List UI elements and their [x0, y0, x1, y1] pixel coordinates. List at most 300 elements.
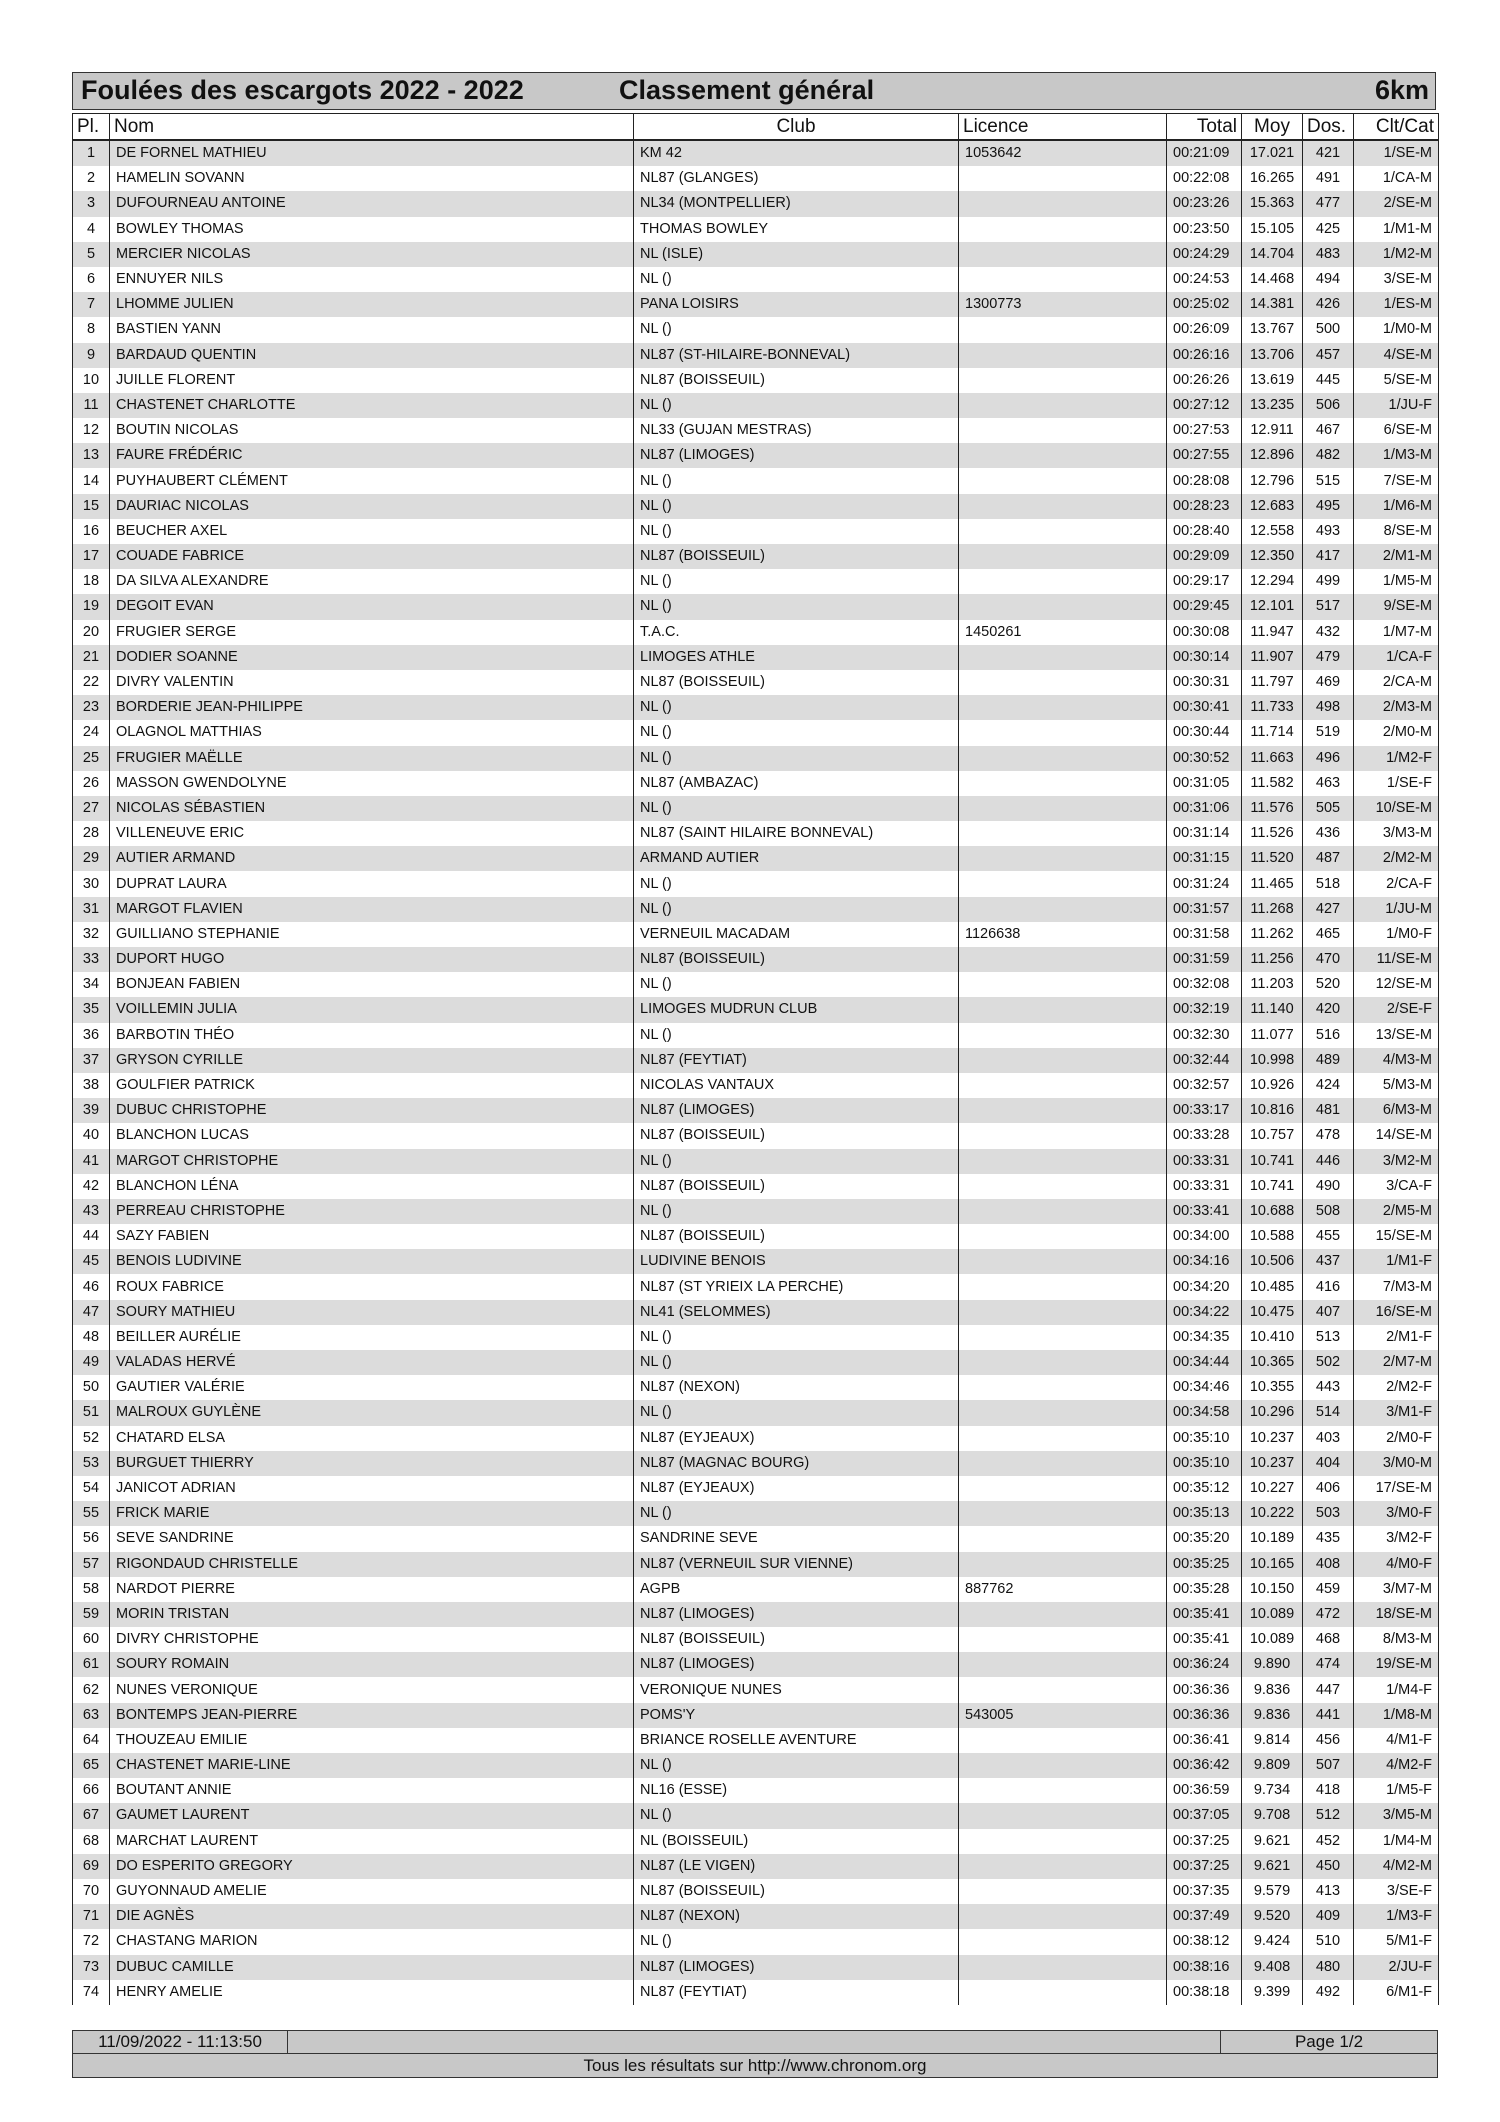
cell-moy: 9.836 — [1242, 1703, 1303, 1728]
cell-club: NL87 (LIMOGES) — [634, 1602, 959, 1627]
cell-dossard: 510 — [1303, 1929, 1354, 1954]
table-row — [73, 594, 1439, 619]
cell-dossard: 408 — [1303, 1552, 1354, 1577]
cell-licence — [959, 1476, 1167, 1501]
cell-dossard: 491 — [1303, 166, 1354, 191]
cell-dossard: 425 — [1303, 217, 1354, 242]
table-row — [73, 393, 1439, 418]
table-row — [73, 1174, 1439, 1199]
cell-total: 00:31:15 — [1167, 846, 1242, 871]
cell-licence — [959, 569, 1167, 594]
cell-name: DUPRAT LAURA — [110, 871, 634, 896]
cell-club: NL87 (BOISSEUIL) — [634, 544, 959, 569]
cell-place: 60 — [73, 1627, 110, 1652]
table-row — [73, 670, 1439, 695]
cell-clt-cat: 11/SE-M — [1354, 947, 1439, 972]
cell-clt-cat: 13/SE-M — [1354, 1023, 1439, 1048]
cell-dossard: 426 — [1303, 292, 1354, 317]
cell-licence — [959, 1249, 1167, 1274]
cell-dossard: 424 — [1303, 1073, 1354, 1098]
cell-club: NL () — [634, 317, 959, 342]
cell-clt-cat: 1/M1-F — [1354, 1249, 1439, 1274]
cell-licence — [959, 871, 1167, 896]
table-row — [73, 1879, 1439, 1904]
cell-moy: 12.911 — [1242, 418, 1303, 443]
cell-place: 66 — [73, 1778, 110, 1803]
cell-dossard: 508 — [1303, 1199, 1354, 1224]
cell-place: 13 — [73, 443, 110, 468]
cell-licence — [959, 997, 1167, 1022]
cell-licence — [959, 1929, 1167, 1954]
cell-moy: 11.077 — [1242, 1023, 1303, 1048]
cell-licence — [959, 1753, 1167, 1778]
cell-clt-cat: 6/M3-M — [1354, 1098, 1439, 1123]
cell-dossard: 437 — [1303, 1249, 1354, 1274]
cell-moy: 12.896 — [1242, 443, 1303, 468]
cell-place: 51 — [73, 1400, 110, 1425]
cell-club: NL () — [634, 1325, 959, 1350]
cell-total: 00:30:52 — [1167, 746, 1242, 771]
cell-place: 53 — [73, 1451, 110, 1476]
cell-dossard: 477 — [1303, 191, 1354, 216]
cell-moy: 11.576 — [1242, 796, 1303, 821]
cell-moy: 10.741 — [1242, 1149, 1303, 1174]
cell-name: FAURE FRÉDÉRIC — [110, 443, 634, 468]
cell-club: NL () — [634, 1929, 959, 1954]
cell-place: 49 — [73, 1350, 110, 1375]
cell-dossard: 481 — [1303, 1098, 1354, 1123]
cell-total: 00:28:08 — [1167, 468, 1242, 493]
col-club: Club — [634, 114, 959, 141]
table-row — [73, 1602, 1439, 1627]
cell-dossard: 520 — [1303, 972, 1354, 997]
table-row — [73, 343, 1439, 368]
cell-total: 00:35:10 — [1167, 1426, 1242, 1451]
cell-clt-cat: 5/M1-F — [1354, 1929, 1439, 1954]
cell-moy: 11.714 — [1242, 720, 1303, 745]
table-row — [73, 1123, 1439, 1148]
table-row — [73, 972, 1439, 997]
results-link[interactable]: Tous les résultats sur http://www.chronom.org — [72, 2054, 1438, 2078]
cell-dossard: 483 — [1303, 242, 1354, 267]
cell-place: 28 — [73, 821, 110, 846]
cell-total: 00:31:58 — [1167, 922, 1242, 947]
cell-name: DUPORT HUGO — [110, 947, 634, 972]
cell-dossard: 496 — [1303, 746, 1354, 771]
cell-name: NICOLAS SÉBASTIEN — [110, 796, 634, 821]
cell-place: 26 — [73, 771, 110, 796]
cell-clt-cat: 1/M2-F — [1354, 746, 1439, 771]
cell-name: FRUGIER MAËLLE — [110, 746, 634, 771]
cell-total: 00:38:16 — [1167, 1955, 1242, 1980]
cell-total: 00:36:41 — [1167, 1728, 1242, 1753]
cell-name: MARGOT CHRISTOPHE — [110, 1149, 634, 1174]
cell-total: 00:38:12 — [1167, 1929, 1242, 1954]
cell-clt-cat: 3/SE-F — [1354, 1879, 1439, 1904]
cell-dossard: 406 — [1303, 1476, 1354, 1501]
cell-name: BOUTIN NICOLAS — [110, 418, 634, 443]
cell-licence — [959, 368, 1167, 393]
cell-club: NL87 (BOISSEUIL) — [634, 1879, 959, 1904]
col-place: Pl. — [73, 114, 110, 141]
cell-name: GUILLIANO STEPHANIE — [110, 922, 634, 947]
table-row — [73, 1753, 1439, 1778]
cell-licence — [959, 443, 1167, 468]
cell-total: 00:23:50 — [1167, 217, 1242, 242]
cell-licence — [959, 1955, 1167, 1980]
cell-place: 70 — [73, 1879, 110, 1904]
cell-clt-cat: 1/ES-M — [1354, 292, 1439, 317]
cell-clt-cat: 6/SE-M — [1354, 418, 1439, 443]
cell-total: 00:30:31 — [1167, 670, 1242, 695]
table-row — [73, 1048, 1439, 1073]
cell-licence — [959, 1274, 1167, 1299]
cell-place: 27 — [73, 796, 110, 821]
cell-name: BENOIS LUDIVINE — [110, 1249, 634, 1274]
cell-moy: 10.227 — [1242, 1476, 1303, 1501]
cell-licence — [959, 1980, 1167, 2005]
cell-club: NL16 (ESSE) — [634, 1778, 959, 1803]
cell-clt-cat: 1/JU-F — [1354, 393, 1439, 418]
table-row — [73, 821, 1439, 846]
col-moy: Moy — [1242, 114, 1303, 141]
cell-total: 00:34:44 — [1167, 1350, 1242, 1375]
cell-licence — [959, 166, 1167, 191]
table-row — [73, 1854, 1439, 1879]
cell-club: NL87 (LIMOGES) — [634, 1955, 959, 1980]
cell-clt-cat: 4/M3-M — [1354, 1048, 1439, 1073]
cell-club: NL () — [634, 519, 959, 544]
cell-name: MASSON GWENDOLYNE — [110, 771, 634, 796]
cell-place: 6 — [73, 267, 110, 292]
cell-total: 00:31:24 — [1167, 871, 1242, 896]
table-row — [73, 1451, 1439, 1476]
table-row — [73, 1400, 1439, 1425]
cell-club: NL () — [634, 897, 959, 922]
cell-place: 55 — [73, 1501, 110, 1526]
cell-club: KM 42 — [634, 140, 959, 166]
cell-place: 23 — [73, 695, 110, 720]
cell-moy: 11.256 — [1242, 947, 1303, 972]
cell-place: 59 — [73, 1602, 110, 1627]
cell-moy: 11.268 — [1242, 897, 1303, 922]
cell-place: 37 — [73, 1048, 110, 1073]
cell-place: 58 — [73, 1577, 110, 1602]
cell-place: 41 — [73, 1149, 110, 1174]
cell-total: 00:26:16 — [1167, 343, 1242, 368]
cell-name: BASTIEN YANN — [110, 317, 634, 342]
cell-licence — [959, 1224, 1167, 1249]
cell-dossard: 502 — [1303, 1350, 1354, 1375]
table-row — [73, 267, 1439, 292]
cell-dossard: 459 — [1303, 1577, 1354, 1602]
cell-total: 00:30:44 — [1167, 720, 1242, 745]
table-row — [73, 166, 1439, 191]
cell-club: NL87 (FEYTIAT) — [634, 1048, 959, 1073]
cell-clt-cat: 12/SE-M — [1354, 972, 1439, 997]
cell-name: BLANCHON LUCAS — [110, 1123, 634, 1148]
cell-licence — [959, 343, 1167, 368]
cell-total: 00:35:13 — [1167, 1501, 1242, 1526]
cell-clt-cat: 1/M5-M — [1354, 569, 1439, 594]
cell-name: FRUGIER SERGE — [110, 620, 634, 645]
cell-moy: 9.621 — [1242, 1854, 1303, 1879]
cell-place: 11 — [73, 393, 110, 418]
cell-dossard: 489 — [1303, 1048, 1354, 1073]
cell-dossard: 452 — [1303, 1829, 1354, 1854]
cell-total: 00:29:09 — [1167, 544, 1242, 569]
cell-total: 00:26:26 — [1167, 368, 1242, 393]
table-row — [73, 1955, 1439, 1980]
cell-total: 00:30:14 — [1167, 645, 1242, 670]
cell-place: 17 — [73, 544, 110, 569]
cell-moy: 9.399 — [1242, 1980, 1303, 2005]
cell-licence — [959, 1325, 1167, 1350]
cell-moy: 14.704 — [1242, 242, 1303, 267]
cell-club: NL87 (BOISSEUIL) — [634, 368, 959, 393]
cell-clt-cat: 1/M3-M — [1354, 443, 1439, 468]
cell-clt-cat: 2/CA-F — [1354, 871, 1439, 896]
cell-place: 54 — [73, 1476, 110, 1501]
cell-name: BLANCHON LÉNA — [110, 1174, 634, 1199]
cell-name: DE FORNEL MATHIEU — [110, 140, 634, 166]
cell-licence: 1126638 — [959, 922, 1167, 947]
cell-licence — [959, 1652, 1167, 1677]
cell-moy: 9.708 — [1242, 1803, 1303, 1828]
cell-dossard: 435 — [1303, 1526, 1354, 1551]
cell-name: MALROUX GUYLÈNE — [110, 1400, 634, 1425]
cell-dossard: 480 — [1303, 1955, 1354, 1980]
cell-total: 00:37:49 — [1167, 1904, 1242, 1929]
cell-total: 00:36:24 — [1167, 1652, 1242, 1677]
page-number: Page 1/2 — [1220, 2031, 1437, 2053]
cell-club: NL87 (FEYTIAT) — [634, 1980, 959, 2005]
cell-name: DUFOURNEAU ANTOINE — [110, 191, 634, 216]
cell-moy: 10.150 — [1242, 1577, 1303, 1602]
cell-clt-cat: 2/M1-M — [1354, 544, 1439, 569]
table-row — [73, 1098, 1439, 1123]
cell-clt-cat: 3/M2-F — [1354, 1526, 1439, 1551]
cell-club: NL87 (NEXON) — [634, 1904, 959, 1929]
cell-clt-cat: 1/M2-M — [1354, 242, 1439, 267]
cell-total: 00:28:23 — [1167, 494, 1242, 519]
cell-place: 32 — [73, 922, 110, 947]
cell-place: 15 — [73, 494, 110, 519]
cell-moy: 12.350 — [1242, 544, 1303, 569]
cell-total: 00:36:36 — [1167, 1703, 1242, 1728]
cell-dossard: 506 — [1303, 393, 1354, 418]
table-row — [73, 871, 1439, 896]
cell-clt-cat: 3/M7-M — [1354, 1577, 1439, 1602]
cell-dossard: 418 — [1303, 1778, 1354, 1803]
cell-total: 00:36:36 — [1167, 1677, 1242, 1702]
cell-total: 00:21:09 — [1167, 140, 1242, 166]
cell-total: 00:35:28 — [1167, 1577, 1242, 1602]
table-row — [73, 695, 1439, 720]
cell-dossard: 507 — [1303, 1753, 1354, 1778]
cell-moy: 10.816 — [1242, 1098, 1303, 1123]
cell-name: OLAGNOL MATTHIAS — [110, 720, 634, 745]
cell-moy: 9.814 — [1242, 1728, 1303, 1753]
cell-dossard: 446 — [1303, 1149, 1354, 1174]
cell-club: NL87 (BOISSEUIL) — [634, 1224, 959, 1249]
cell-club: NL () — [634, 720, 959, 745]
cell-total: 00:29:17 — [1167, 569, 1242, 594]
cell-licence — [959, 1904, 1167, 1929]
col-clt-cat: Clt/Cat — [1354, 114, 1439, 141]
cell-place: 48 — [73, 1325, 110, 1350]
cell-dossard: 513 — [1303, 1325, 1354, 1350]
cell-clt-cat: 2/M2-F — [1354, 1375, 1439, 1400]
cell-total: 00:32:57 — [1167, 1073, 1242, 1098]
cell-dossard: 432 — [1303, 620, 1354, 645]
cell-place: 52 — [73, 1426, 110, 1451]
cell-clt-cat: 16/SE-M — [1354, 1300, 1439, 1325]
cell-name: AUTIER ARMAND — [110, 846, 634, 871]
cell-clt-cat: 8/M3-M — [1354, 1627, 1439, 1652]
cell-clt-cat: 10/SE-M — [1354, 796, 1439, 821]
cell-moy: 13.767 — [1242, 317, 1303, 342]
cell-clt-cat: 1/M8-M — [1354, 1703, 1439, 1728]
cell-moy: 10.365 — [1242, 1350, 1303, 1375]
cell-club: NL87 (BOISSEUIL) — [634, 670, 959, 695]
cell-club: PANA LOISIRS — [634, 292, 959, 317]
table-row — [73, 922, 1439, 947]
cell-place: 3 — [73, 191, 110, 216]
cell-dossard: 441 — [1303, 1703, 1354, 1728]
cell-dossard: 517 — [1303, 594, 1354, 619]
cell-place: 7 — [73, 292, 110, 317]
table-row — [73, 1199, 1439, 1224]
cell-club: NL41 (SELOMMES) — [634, 1300, 959, 1325]
cell-licence — [959, 1199, 1167, 1224]
cell-name: MARCHAT LAURENT — [110, 1829, 634, 1854]
cell-moy: 9.408 — [1242, 1955, 1303, 1980]
cell-clt-cat: 3/M3-M — [1354, 821, 1439, 846]
cell-place: 21 — [73, 645, 110, 670]
cell-place: 20 — [73, 620, 110, 645]
cell-licence — [959, 594, 1167, 619]
cell-clt-cat: 2/M0-M — [1354, 720, 1439, 745]
cell-licence — [959, 796, 1167, 821]
footer-bar — [72, 2030, 1438, 2054]
cell-moy: 11.520 — [1242, 846, 1303, 871]
cell-place: 42 — [73, 1174, 110, 1199]
cell-place: 63 — [73, 1703, 110, 1728]
cell-name: BARDAUD QUENTIN — [110, 343, 634, 368]
cell-moy: 10.741 — [1242, 1174, 1303, 1199]
cell-place: 71 — [73, 1904, 110, 1929]
cell-place: 9 — [73, 343, 110, 368]
cell-club: NICOLAS VANTAUX — [634, 1073, 959, 1098]
table-row — [73, 1501, 1439, 1526]
cell-total: 00:31:14 — [1167, 821, 1242, 846]
table-row — [73, 796, 1439, 821]
cell-licence — [959, 746, 1167, 771]
cell-club: LIMOGES MUDRUN CLUB — [634, 997, 959, 1022]
cell-dossard: 417 — [1303, 544, 1354, 569]
cell-dossard: 409 — [1303, 1904, 1354, 1929]
cell-place: 29 — [73, 846, 110, 871]
cell-club: NL87 (EYJEAUX) — [634, 1476, 959, 1501]
table-row — [73, 292, 1439, 317]
cell-moy: 11.907 — [1242, 645, 1303, 670]
cell-club: VERONIQUE NUNES — [634, 1677, 959, 1702]
cell-dossard: 403 — [1303, 1426, 1354, 1451]
cell-total: 00:38:18 — [1167, 1980, 1242, 2005]
cell-licence — [959, 217, 1167, 242]
cell-club: LUDIVINE BENOIS — [634, 1249, 959, 1274]
cell-licence — [959, 1879, 1167, 1904]
cell-clt-cat: 1/SE-F — [1354, 771, 1439, 796]
cell-place: 43 — [73, 1199, 110, 1224]
cell-place: 34 — [73, 972, 110, 997]
cell-total: 00:33:31 — [1167, 1174, 1242, 1199]
cell-club: NL () — [634, 796, 959, 821]
table-row — [73, 1677, 1439, 1702]
cell-clt-cat: 2/CA-M — [1354, 670, 1439, 695]
cell-dossard: 445 — [1303, 368, 1354, 393]
cell-name: JANICOT ADRIAN — [110, 1476, 634, 1501]
cell-licence: 1053642 — [959, 140, 1167, 166]
cell-name: MORIN TRISTAN — [110, 1602, 634, 1627]
table-row — [73, 1577, 1439, 1602]
table-row — [73, 368, 1439, 393]
cell-licence: 1450261 — [959, 620, 1167, 645]
cell-name: GUYONNAUD AMELIE — [110, 1879, 634, 1904]
cell-place: 33 — [73, 947, 110, 972]
cell-total: 00:34:46 — [1167, 1375, 1242, 1400]
page-title: Classement général — [619, 75, 875, 105]
cell-name: BONTEMPS JEAN-PIERRE — [110, 1703, 634, 1728]
cell-club: NL () — [634, 746, 959, 771]
event-name: Foulées des escargots 2022 - 2022 — [81, 75, 524, 105]
cell-place: 67 — [73, 1803, 110, 1828]
table-row — [73, 947, 1439, 972]
cell-club: NL () — [634, 1501, 959, 1526]
cell-club: NL33 (GUJAN MESTRAS) — [634, 418, 959, 443]
table-row — [73, 846, 1439, 871]
cell-licence — [959, 1677, 1167, 1702]
cell-licence — [959, 418, 1167, 443]
cell-licence — [959, 267, 1167, 292]
cell-dossard: 456 — [1303, 1728, 1354, 1753]
cell-name: SAZY FABIEN — [110, 1224, 634, 1249]
cell-licence — [959, 1627, 1167, 1652]
cell-moy: 11.733 — [1242, 695, 1303, 720]
cell-dossard: 495 — [1303, 494, 1354, 519]
cell-name: GOULFIER PATRICK — [110, 1073, 634, 1098]
cell-clt-cat: 3/M5-M — [1354, 1803, 1439, 1828]
title-bar — [72, 72, 1436, 110]
cell-dossard: 492 — [1303, 1980, 1354, 2005]
cell-total: 00:31:59 — [1167, 947, 1242, 972]
cell-clt-cat: 2/M3-M — [1354, 695, 1439, 720]
cell-club: NL34 (MONTPELLIER) — [634, 191, 959, 216]
cell-moy: 12.796 — [1242, 468, 1303, 493]
cell-clt-cat: 5/M3-M — [1354, 1073, 1439, 1098]
cell-moy: 17.021 — [1242, 140, 1303, 166]
table-row — [73, 1627, 1439, 1652]
cell-dossard: 490 — [1303, 1174, 1354, 1199]
cell-club: NL () — [634, 871, 959, 896]
cell-club: LIMOGES ATHLE — [634, 645, 959, 670]
table-row — [73, 494, 1439, 519]
cell-total: 00:32:44 — [1167, 1048, 1242, 1073]
cell-name: BARBOTIN THÉO — [110, 1023, 634, 1048]
cell-dossard: 465 — [1303, 922, 1354, 947]
cell-licence — [959, 544, 1167, 569]
